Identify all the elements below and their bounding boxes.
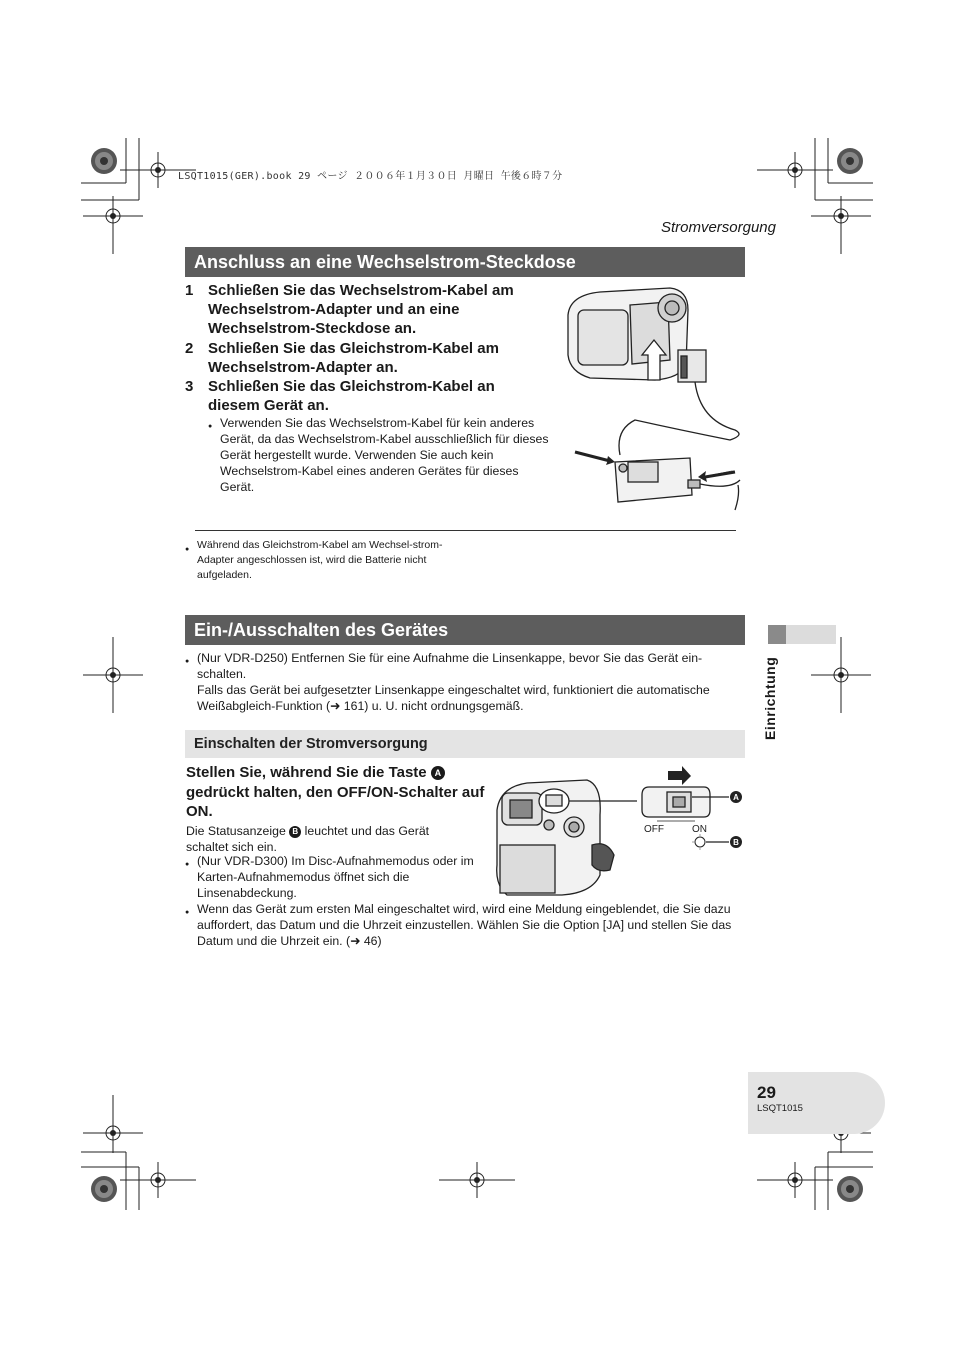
lens-cap-note-line1: ● (Nur VDR-D250) Entfernen Sie für eine Aufnahme die Linsenkappe, bevor Sie das Gerät ein-schalten. xyxy=(197,650,742,682)
power-instruction-part2: gedrückt halten, den OFF/ON-Schalter auf ON. xyxy=(186,783,485,820)
label-a-icon: A xyxy=(431,766,445,780)
step-number: 1 xyxy=(185,282,194,299)
first-power-on-note: ● Wenn das Gerät zum ersten Mal eingeschaltet wird, wird eine Meldung eingeblendet, die Sie dazu auffordert, das Datum und die Uhrzeit einzustellen. Wählen Sie die Option [JA] und stellen Sie das Datum und die Uhrzeit ein. (➜ 46) xyxy=(197,901,742,949)
step-text: Schließen Sie das Wechselstrom-Kabel am Wechselstrom-Adapter und an eine Wechselstrom-Steckdose an. xyxy=(208,282,514,337)
side-tab-marker xyxy=(768,625,786,644)
lens-cap-note-line2: Falls das Gerät bei aufgesetzter Linsenkappe eingeschaltet wird, funktioniert die automatische Weißabgleich-Funktion (➜ 161) u. U. nicht ordnungsgemäß. xyxy=(197,683,710,713)
side-tab-label: Einrichtung xyxy=(762,656,778,740)
switch-on-label: ON xyxy=(692,824,707,835)
power-instruction xyxy=(186,763,486,822)
callout-b: B xyxy=(733,838,739,847)
callout-a: A xyxy=(733,793,739,802)
status-note-part1: Die Statusanzeige xyxy=(186,824,286,838)
page-code: LSQT1015 xyxy=(757,1103,803,1114)
ac-adapter-illustration xyxy=(560,280,750,515)
divider-rule xyxy=(195,530,736,531)
subheading-power-on: Einschalten der Stromversorgung xyxy=(185,730,745,758)
step-2 xyxy=(185,339,530,377)
page-number: 29 xyxy=(757,1083,776,1102)
step-number: 3 xyxy=(185,378,194,395)
lens-cap-note xyxy=(197,650,742,714)
step-text: Schließen Sie das Gleichstrom-Kabel an diesem Gerät an. xyxy=(208,378,495,414)
label-b-icon: B xyxy=(289,826,301,838)
step-text: Schließen Sie das Gleichstrom-Kabel am Wechselstrom-Adapter an. xyxy=(208,340,499,376)
print-header: LSQT1015(GER).book 29 ページ ２００６年１月３０日 月曜日 午後６時７分 xyxy=(178,171,563,182)
switch-off-label: OFF xyxy=(644,824,664,835)
step-3 xyxy=(185,377,530,415)
power-switch-illustration xyxy=(492,765,747,900)
status-note-part2: leuchtet und das Gerät schaltet sich ein. xyxy=(186,824,430,854)
footnote: ● Während das Gleichstrom-Kabel am Wechsel-strom-Adapter angeschlossen ist, wird die Batterie nicht aufgeladen. xyxy=(197,538,457,583)
section-title-power-on-off: Ein-/Ausschalten des Gerätes xyxy=(185,615,745,645)
step-1 xyxy=(185,281,530,338)
step-number: 2 xyxy=(185,340,194,357)
step3-note: ● Verwenden Sie das Wechselstrom-Kabel für kein anderes Gerät, da das Wechselstrom-Kabel ausschließlich für dieses Gerät hergestellt wurde. Verwenden Sie auch kein Wechselstrom-Kabel eines anderen Gerätes für dieses Gerät. xyxy=(220,415,554,495)
running-head: Stromversorgung xyxy=(660,219,776,236)
section-title-ac-outlet: Anschluss an eine Wechselstrom-Steckdose xyxy=(185,247,745,277)
status-indicator-note xyxy=(186,823,471,855)
disc-mode-note: ● (Nur VDR-D300) Im Disc-Aufnahmemodus oder im Karten-Aufnahmemodus öffnet sich die Linsenabdeckung. xyxy=(197,853,477,901)
power-instruction-part1: Stellen Sie, während Sie die Taste xyxy=(186,764,427,781)
